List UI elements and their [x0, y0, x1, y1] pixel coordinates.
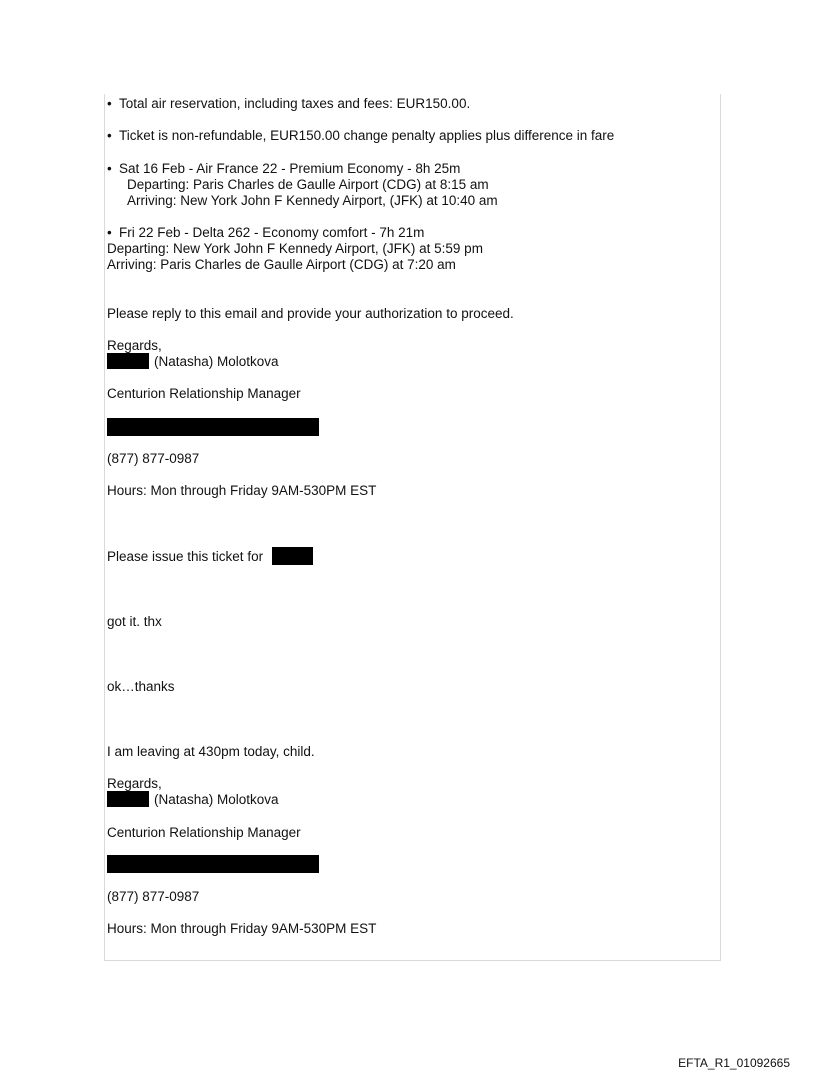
flight2-title: Fri 22 Feb - Delta 262 - Economy comfort - 7h 21m — [119, 225, 425, 240]
signature1-name: (Natasha) Molotkova — [154, 354, 279, 369]
signature2-name: (Natasha) Molotkova — [154, 792, 279, 807]
redaction-block — [107, 418, 319, 436]
flight1-arriving: Arriving: New York John F Kennedy Airport, (JFK) at 10:40 am — [127, 193, 498, 208]
total-reservation-text: Total air reservation, including taxes and fees: EUR150.00. — [119, 96, 471, 111]
ticket-policy-text: Ticket is non-refundable, EUR150.00 change penalty applies plus difference in fare — [119, 128, 615, 143]
signature1-role: Centurion Relationship Manager — [107, 386, 301, 401]
got-it-text: got it. thx — [107, 614, 162, 629]
reply-request-text: Please reply to this email and provide your authorization to proceed. — [107, 306, 514, 321]
signature2-regards: Regards, — [107, 776, 162, 791]
signature2-hours: Hours: Mon through Friday 9AM-530PM EST — [107, 921, 377, 936]
ok-thanks-text: ok…thanks — [107, 679, 175, 694]
signature2-role: Centurion Relationship Manager — [107, 825, 301, 840]
flight1-title: Sat 16 Feb - Air France 22 - Premium Economy - 8h 25m — [119, 161, 461, 176]
signature1-phone: (877) 877-0987 — [107, 451, 200, 466]
signature1-hours: Hours: Mon through Friday 9AM-530PM EST — [107, 483, 377, 498]
signature1-regards: Regards, — [107, 338, 162, 353]
redaction-block — [107, 353, 149, 369]
flight2-arriving: Arriving: Paris Charles de Gaulle Airport (CDG) at 7:20 am — [107, 257, 456, 272]
document-id: EFTA_R1_01092665 — [678, 1056, 790, 1070]
redaction-block — [107, 791, 149, 807]
flight2-departing: Departing: New York John F Kennedy Airport, (JFK) at 5:59 pm — [107, 241, 483, 256]
signature2-phone: (877) 877-0987 — [107, 889, 200, 904]
redaction-block — [272, 547, 313, 565]
bullet-marker: • — [107, 161, 112, 176]
bullet-marker: • — [107, 225, 112, 240]
flight1-departing: Departing: Paris Charles de Gaulle Airport (CDG) at 8:15 am — [127, 177, 489, 192]
leaving-text: I am leaving at 430pm today, child. — [107, 744, 315, 759]
redaction-block — [107, 855, 319, 873]
bullet-marker: • — [107, 96, 112, 111]
bullet-marker: • — [107, 128, 112, 143]
issue-ticket-text: Please issue this ticket for — [107, 549, 264, 564]
